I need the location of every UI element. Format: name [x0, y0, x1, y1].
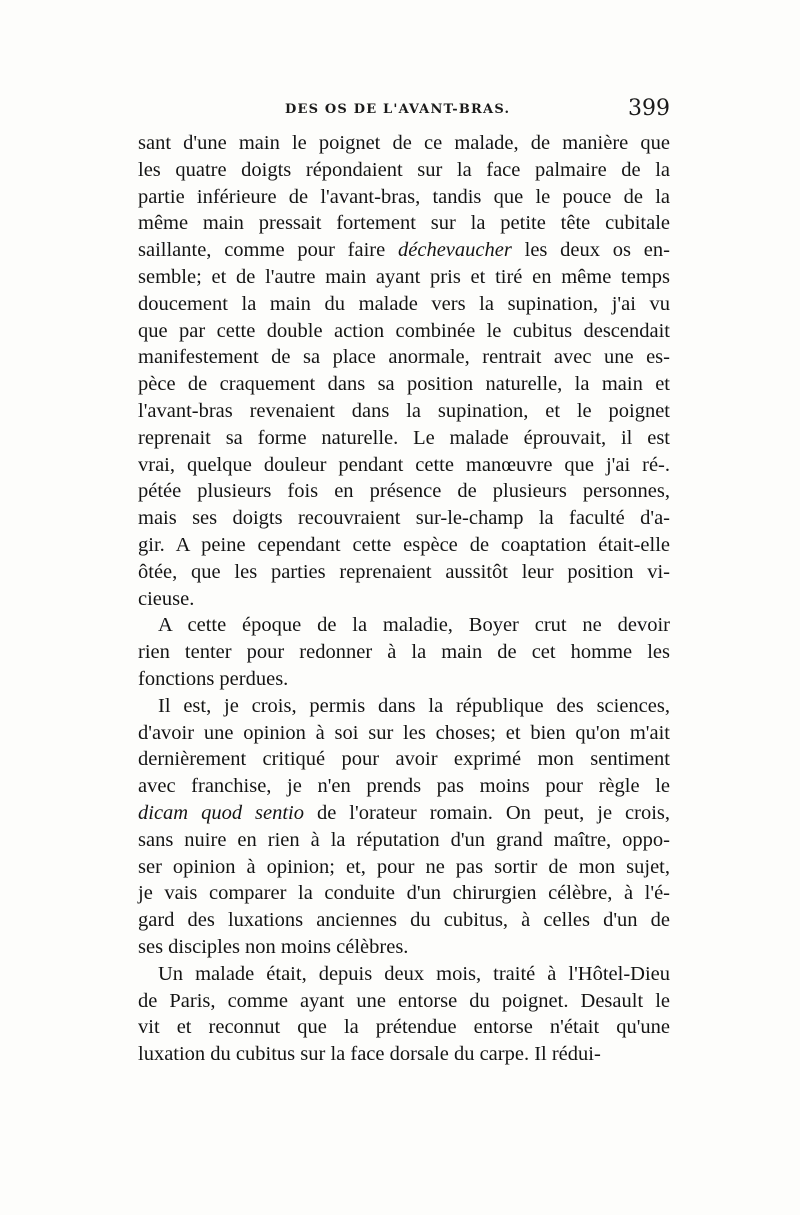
text-line: luxation du cubitus sur la face dorsale du carpe. Il rédui- [138, 1043, 601, 1066]
text-line: de Paris, comme ayant une entorse du poignet. Desault le [138, 989, 670, 1012]
text-line: manifestement de sa place anormale, rentrait avec une es- [138, 346, 670, 369]
text-line: d'avoir une opinion à soi sur les choses; et bien qu'on m'ait [138, 721, 670, 744]
text-line: ses disciples non moins célèbres. [138, 935, 409, 958]
text-line: ser opinion à opinion; et, pour ne pas sortir de mon sujet, [138, 855, 670, 878]
text-line: je vais comparer la conduite d'un chirurgien célèbre, à l'é- [138, 882, 670, 905]
text-line: fonctions perdues. [138, 667, 289, 690]
text-line: avec franchise, je n'en prends pas moins pour règle le [138, 775, 670, 798]
text-run: saillante, comme pour faire [138, 239, 399, 262]
text-line: A cette époque de la maladie, Boyer crut ne devoir [158, 614, 670, 637]
text-line: semble; et de l'autre main ayant pris et tiré en même temps [138, 265, 670, 288]
italic-text-run: dicam quod sentio [138, 801, 305, 824]
text-line: l'avant-bras revenaient dans la supination, et le poignet [138, 399, 670, 422]
text-line: rien tenter pour redonner à la main de cet homme les [138, 641, 670, 664]
text-run: de l'orateur romain. On peut, je crois, [304, 801, 671, 824]
text-line: reprenait sa forme naturelle. Le malade éprouvait, il est [138, 426, 670, 449]
text-line: doucement la main du malade vers la supination, j'ai vu [138, 292, 670, 315]
text-line: pèce de craquement dans sa position naturelle, la main et [138, 373, 670, 396]
text-line: partie inférieure de l'avant-bras, tandis que le pouce de la [138, 185, 670, 208]
text-run: les deux os en- [511, 239, 670, 262]
text-line: même main pressait fortement sur la petite tête cubitale [138, 212, 670, 235]
body-text [138, 130, 670, 1068]
text-line: mais ses doigts recouvraient sur-le-champ la faculté d'a- [138, 507, 670, 530]
italic-text-run: déchevaucher [398, 239, 512, 262]
running-title: DES OS DE L'AVANT-BRAS. [285, 102, 511, 117]
text-line [138, 237, 670, 264]
text-line: vit et reconnut que la prétendue entorse n'était qu'une [138, 1016, 670, 1039]
text-line: sant d'une main le poignet de ce malade, de manière que [138, 132, 670, 154]
text-line: cieuse. [138, 587, 195, 610]
text-line: vrai, quelque douleur pendant cette manœuvre que j'ai ré-. [138, 453, 670, 476]
text-line: Il est, je crois, permis dans la république des sciences, [158, 694, 670, 717]
text-line: que par cette double action combinée le cubitus descendait [138, 319, 670, 342]
text-line: gard des luxations anciennes du cubitus, à celles d'un de [138, 909, 670, 932]
text-line: ôtée, que les parties reprenaient aussitôt leur position vi- [138, 560, 670, 583]
text-line: les quatre doigts répondaient sur la face palmaire de la [138, 158, 670, 181]
page-number: 399 [628, 96, 670, 121]
text-line: gir. A peine cependant cette espèce de coaptation était-elle [138, 533, 670, 556]
text-line: dernièrement critiqué pour avoir exprimé mon sentiment [138, 748, 670, 771]
text-line [138, 800, 670, 827]
text-line: sans nuire en rien à la réputation d'un grand maître, oppo- [138, 828, 670, 851]
text-line: Un malade était, depuis deux mois, traité à l'Hôtel-Dieu [158, 962, 670, 985]
running-head [140, 96, 670, 126]
text-line: pétée plusieurs fois en présence de plusieurs personnes, [138, 480, 670, 503]
